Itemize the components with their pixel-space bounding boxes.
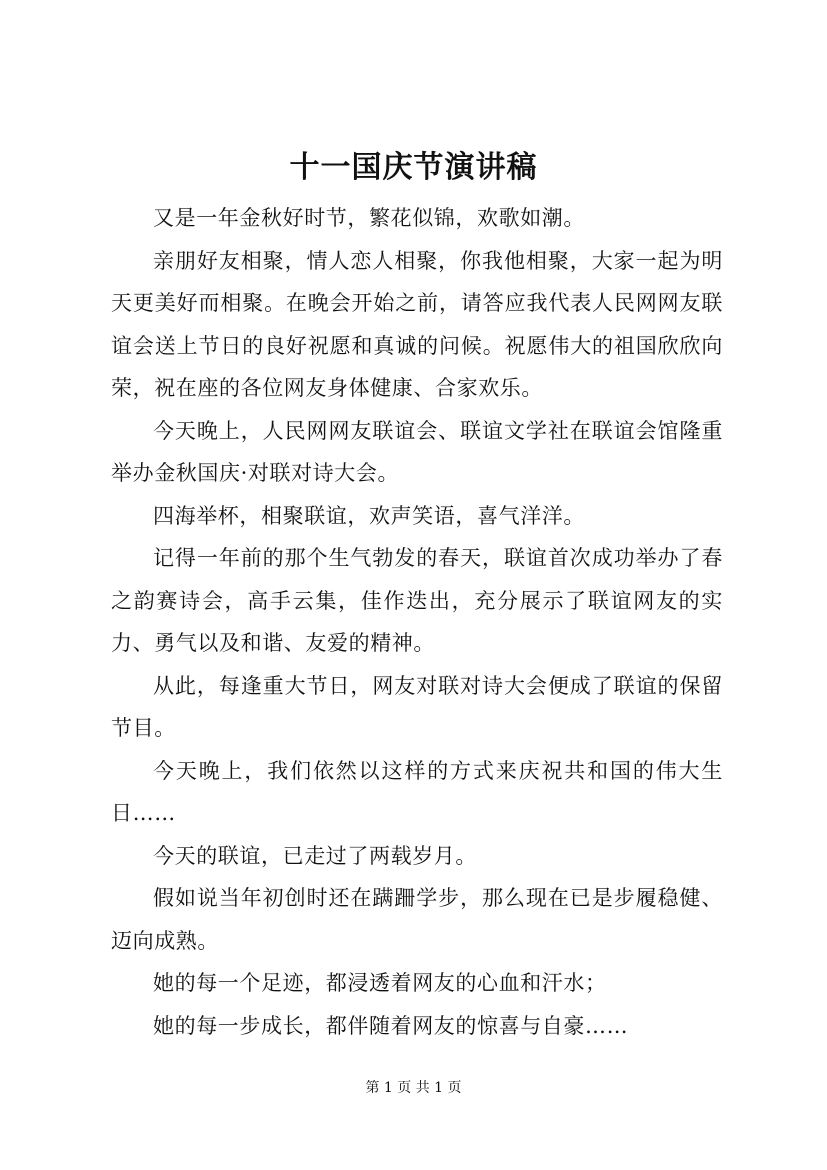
paragraph: 亲朋好友相聚，情人恋人相聚，你我他相聚，大家一起为明天更美好而相聚。在晚会开始之前，请答应我代表人民网网友联谊会送上节日的良好祝愿和真诚的问候。祝愿伟大的祖国欣欣向荣，祝在座的各位网友身体健康、合家欢乐。 — [111, 248, 723, 400]
paragraph: 她的每一个足迹，都浸透着网友的心血和汗水； — [153, 971, 607, 995]
paragraph: 记得一年前的那个生气勃发的春天，联谊首次成功举办了春之韵赛诗会，高手云集，佳作迭出，充分展示了联谊网友的实力、勇气以及和谐、友爱的精神。 — [111, 546, 723, 655]
paragraph: 又是一年金秋好时节，繁花似锦，欢歌如潮。 — [153, 206, 585, 230]
document-body — [111, 197, 723, 1047]
paragraph: 她的每一步成长，都伴随着网友的惊喜与自豪…… — [153, 1013, 629, 1038]
paragraph: 从此，每逢重大节日，网友对联对诗大会便成了联谊的保留节目。 — [111, 673, 723, 740]
paragraph: 四海举杯，相聚联谊，欢声笑语，喜气洋洋。 — [153, 503, 585, 528]
document-title: 十一国庆节演讲稿 — [289, 150, 538, 185]
paragraph: 假如说当年初创时还在蹒跚学步，那么现在已是步履稳健、迈向成熟。 — [111, 886, 723, 953]
paragraph: 今天的联谊，已走过了两载岁月。 — [153, 843, 477, 868]
paragraph: 今天晚上，人民网网友联谊会、联谊文学社在联谊会馆隆重举办金秋国庆·对联对诗大会。 — [111, 418, 723, 485]
page-number-footer: 第 1 页 共 1 页 — [365, 1080, 462, 1096]
paragraph: 今天晚上，我们依然以这样的方式来庆祝共和国的伟大生日…… — [111, 758, 723, 825]
